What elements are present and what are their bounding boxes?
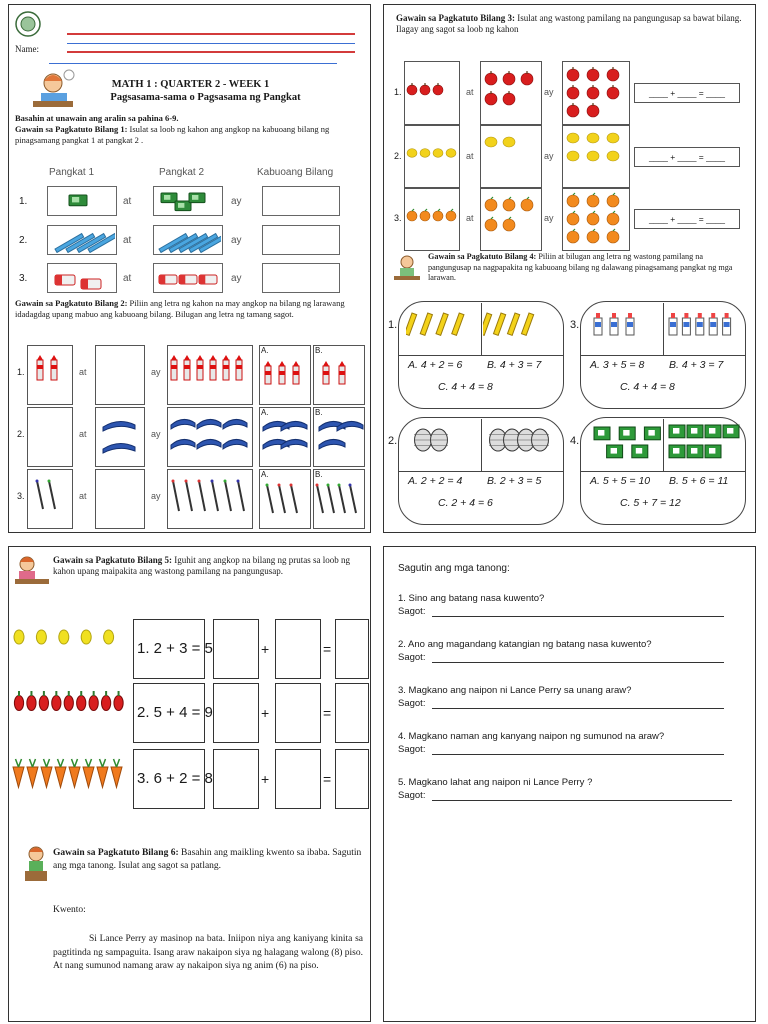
pangkat2-items-icon <box>155 227 221 253</box>
gawain1-row-number: 2. <box>19 235 28 246</box>
read-note: Basahin at unawain ang aralin sa pahina 6-9. <box>15 113 179 123</box>
at-label: at <box>79 429 87 439</box>
group2-items-icon <box>95 349 145 403</box>
fruit-row-icon <box>11 681 129 745</box>
gawain4-instructions <box>428 252 746 284</box>
drawing-box-total[interactable] <box>335 749 369 809</box>
gawain3-row-number: 3. <box>394 213 402 223</box>
name-line-blue-2 <box>49 63 337 64</box>
sagot-label: Sagot: <box>398 744 426 755</box>
gawain2-instruction: Piliin ang letra ng kahon na may angkop na bilang ng larawang idadagdag upang mabuo ang kabuoang bilang. Bilugan ang letra ng tamang sagot. <box>15 298 345 319</box>
gawain2-instructions <box>15 298 367 319</box>
pangkat1-items-icon <box>49 227 115 253</box>
question-text: 5. Magkano lahat ang naipon ni Lance Perry ? <box>398 777 593 788</box>
card-divider <box>580 355 746 356</box>
gawain1-col1: Pangkat 1 <box>49 167 95 178</box>
card-divider <box>580 471 746 472</box>
group1-objects-icon <box>588 305 661 353</box>
equals-sign: = <box>323 771 332 787</box>
at-label: at <box>123 196 132 207</box>
gawain2-row-number: 3. <box>17 491 25 501</box>
worksheet-panel-1 <box>8 4 371 533</box>
gawain4-item-number: 3. <box>570 319 580 331</box>
at-label: at <box>79 367 87 377</box>
choice-b[interactable]: B. 2 + 3 = 5 <box>487 475 542 487</box>
name-line-blue <box>67 43 355 44</box>
option-b-label: B. <box>315 408 323 417</box>
equation-box: 1. 2 + 3 = 5 <box>133 619 205 679</box>
option-a-items-icon <box>259 479 311 527</box>
question-text: 3. Magkano ang naipon ni Lance Perry sa unang araw? <box>398 685 632 696</box>
number-sentence-answer-box[interactable]: ____ + ____ = ____ <box>634 83 740 103</box>
gawain1-heading: Gawain sa Pagkatuto Bilang 1: <box>15 124 128 134</box>
number-sentence-answer-box[interactable]: ____ + ____ = ____ <box>634 147 740 167</box>
worksheet-panel-2 <box>383 4 756 533</box>
plus-sign: + <box>261 641 270 657</box>
option-a-label: A. <box>261 346 269 355</box>
worksheet-panel-3 <box>8 546 371 1022</box>
gawain6-heading: Gawain sa Pagkatuto Bilang 6: <box>53 848 179 858</box>
name-line-red <box>67 33 355 35</box>
option-a-items-icon <box>259 355 311 403</box>
choice-b[interactable]: B. 4 + 3 = 7 <box>669 359 724 371</box>
choice-a[interactable]: A. 4 + 2 = 6 <box>408 359 463 371</box>
group2-objects-icon <box>483 305 558 353</box>
story-text: Si Lance Perry ay masinop na bata. Iniipon niya ang kaniyang kinita sa pagtitinda ng sampaguita. Isang araw nakaipon siya ng halagang walong (8) piso. At nang sumunod namang araw ay nakaipon siya ng anim (6) na piso. <box>53 934 363 971</box>
group2-items-icon <box>95 473 145 527</box>
gawain3-instructions <box>396 13 746 34</box>
answer-line[interactable] <box>432 662 724 663</box>
pangkat2-items-icon <box>155 265 221 291</box>
equals-sign: = <box>323 641 332 657</box>
gawain4-item-number: 1. <box>388 319 398 331</box>
answer-line[interactable] <box>432 616 724 617</box>
card-divider <box>398 471 564 472</box>
gawain1-instructions <box>15 124 365 145</box>
choice-c[interactable]: C. 2 + 4 = 6 <box>438 497 493 509</box>
kabuoang-bilang-answer-box[interactable] <box>262 263 340 293</box>
card-divider <box>663 303 664 355</box>
choice-b[interactable]: B. 5 + 6 = 11 <box>669 475 729 487</box>
gawain5-instructions <box>53 555 365 577</box>
card-divider <box>663 419 664 471</box>
card-divider <box>481 303 482 355</box>
gawain6-instructions <box>53 847 363 872</box>
fruit-row-icon <box>11 747 129 811</box>
ay-label: ay <box>231 273 242 284</box>
gawain1-row-number: 1. <box>19 196 28 207</box>
drawing-box-first[interactable] <box>213 683 259 743</box>
choice-a[interactable]: A. 2 + 2 = 4 <box>408 475 463 487</box>
number-sentence-answer-box[interactable]: ____ + ____ = ____ <box>634 209 740 229</box>
equation-box: 2. 5 + 4 = 9 <box>133 683 205 743</box>
gawain3-heading: Gawain sa Pagkatuto Bilang 3: <box>396 13 516 23</box>
equals-sign: = <box>323 705 332 721</box>
at-label: at <box>466 213 474 223</box>
choice-b[interactable]: B. 4 + 3 = 7 <box>487 359 542 371</box>
drawing-box-total[interactable] <box>335 619 369 679</box>
gawain5-heading: Gawain sa Pagkatuto Bilang 5: <box>53 555 173 565</box>
answer-line[interactable] <box>432 800 732 801</box>
choice-c[interactable]: C. 5 + 7 = 12 <box>620 497 681 509</box>
drawing-box-second[interactable] <box>275 749 321 809</box>
gawain2-row-number: 2. <box>17 429 25 439</box>
choice-c[interactable]: C. 4 + 4 = 8 <box>620 381 675 393</box>
name-line-red-2[interactable] <box>67 51 355 53</box>
pangkat2-items-icon <box>155 188 221 214</box>
group1-fruit-icon <box>404 127 460 187</box>
at-label: at <box>123 235 132 246</box>
ay-label: ay <box>544 213 554 223</box>
gawain3-row-number: 1. <box>394 87 402 97</box>
total-fruit-icon <box>562 127 630 187</box>
option-a-items-icon <box>259 417 311 465</box>
gawain1-col3: Kabuoang Bilang <box>257 167 334 178</box>
question-text: 2. Ano ang magandang katangian ng batang nasa kuwento? <box>398 639 652 650</box>
answer-line[interactable] <box>432 708 724 709</box>
gawain4-instruction: Piliin at bilugan ang letra ng wastong pamilang na pangungusap na nagpapakita ng kabuoang bilang ng dalawang pinagsamang pangkat ng mga larawan. <box>428 252 733 282</box>
at-label: at <box>123 273 132 284</box>
page-subtitle: Pagsasama-sama o Pagsasama ng Pangkat <box>110 92 301 103</box>
group2-fruit-icon <box>480 189 542 249</box>
card-divider <box>481 419 482 471</box>
ay-label: ay <box>544 87 554 97</box>
group2-objects-icon <box>483 421 558 469</box>
option-b-label: B. <box>315 346 323 355</box>
choice-a[interactable]: A. 5 + 5 = 10 <box>590 475 651 487</box>
gawain2-heading: Gawain sa Pagkatuto Bilang 2: <box>15 298 128 308</box>
group1-objects-icon <box>406 305 479 353</box>
drawing-box-first[interactable] <box>213 749 259 809</box>
total-fruit-icon <box>562 63 630 123</box>
group1-objects-icon <box>588 421 661 469</box>
drawing-box-second[interactable] <box>275 683 321 743</box>
kwento-label: Kwento: <box>53 905 86 915</box>
plus-sign: + <box>261 705 270 721</box>
gawain6-instruction: Basahin ang maikling kwento sa ibaba. Sagutin ang mga tanong. Isulat ang sagot sa patlang. <box>53 848 362 871</box>
total-items-icon <box>167 473 253 527</box>
total-items-icon <box>167 349 253 403</box>
child-at-desk-icon <box>392 253 422 285</box>
total-fruit-icon <box>562 189 630 249</box>
gawain1-col2: Pangkat 2 <box>159 167 205 178</box>
equation-box: 3. 6 + 2 = 8 <box>133 749 205 809</box>
kabuoang-bilang-answer-box[interactable] <box>262 186 340 216</box>
page-title: MATH 1 : QUARTER 2 - WEEK 1 <box>111 79 270 90</box>
drawing-box-total[interactable] <box>335 683 369 743</box>
pangkat1-items-icon <box>49 265 115 291</box>
group2-fruit-icon <box>480 127 542 187</box>
gawain4-item-number: 4. <box>570 435 580 447</box>
drawing-box-second[interactable] <box>275 619 321 679</box>
option-b-items-icon <box>313 417 365 465</box>
ay-label: ay <box>151 429 161 439</box>
group2-objects-icon <box>665 421 740 469</box>
gawain4-heading: Gawain sa Pagkatuto Bilang 4: <box>428 252 537 261</box>
worksheet-panel-4 <box>383 546 756 1022</box>
kabuoang-bilang-answer-box[interactable] <box>262 225 340 255</box>
child-writing-icon <box>13 553 51 589</box>
group2-objects-icon <box>665 305 740 353</box>
group1-items-icon <box>27 349 73 403</box>
total-items-icon <box>167 411 253 465</box>
group1-fruit-icon <box>404 189 460 249</box>
sagot-label: Sagot: <box>398 606 426 617</box>
choice-c[interactable]: C. 4 + 4 = 8 <box>438 381 493 393</box>
name-label: Name: <box>15 44 39 54</box>
school-seal-icon <box>15 11 41 37</box>
questions-heading: Sagutin ang mga tanong: <box>398 563 510 574</box>
gawain1-row-number: 3. <box>19 273 28 284</box>
ay-label: ay <box>544 151 554 161</box>
ay-label: ay <box>231 235 242 246</box>
at-label: at <box>466 151 474 161</box>
option-a-label: A. <box>261 408 269 417</box>
sagot-label: Sagot: <box>398 652 426 663</box>
at-label: at <box>466 87 474 97</box>
answer-line[interactable] <box>432 754 724 755</box>
choice-a[interactable]: A. 3 + 5 = 8 <box>590 359 645 371</box>
question-text: 1. Sino ang batang nasa kuwento? <box>398 593 545 604</box>
group1-items-icon <box>27 411 73 465</box>
option-b-items-icon <box>313 479 365 527</box>
gawain3-row-number: 2. <box>394 151 402 161</box>
option-b-items-icon <box>313 355 365 403</box>
card-divider <box>398 355 564 356</box>
option-b-label: B. <box>315 470 323 479</box>
sagot-label: Sagot: <box>398 698 426 709</box>
gawain3-instruction: Isulat ang wastong pamilang na pangungusap sa bawat bilang. Ilagay ang sagot sa loob ng kahon <box>396 13 742 34</box>
ay-label: ay <box>151 367 161 377</box>
group1-objects-icon <box>406 421 479 469</box>
gawain2-row-number: 1. <box>17 367 25 377</box>
group1-items-icon <box>27 473 73 527</box>
ay-label: ay <box>151 491 161 501</box>
ay-label: ay <box>231 196 242 207</box>
plus-sign: + <box>261 771 270 787</box>
pangkat1-items-icon <box>49 188 115 214</box>
group2-fruit-icon <box>480 63 542 123</box>
gawain1-instruction: Isulat sa loob ng kahon ang angkop na kabuoang bilang ng pinagsamang pangkat 1 at pangkat 2 . <box>15 124 330 145</box>
at-label: at <box>79 491 87 501</box>
fruit-row-icon <box>11 617 129 681</box>
question-text: 4. Magkano naman ang kanyang naipon ng sumunod na araw? <box>398 731 665 742</box>
group2-items-icon <box>95 411 145 465</box>
sagot-label: Sagot: <box>398 790 426 801</box>
gawain5-instruction: Iguhit ang angkop na bilang ng prutas sa loob ng kahon upang maipakita ang wastong pamilang na pangungusap. <box>53 555 351 576</box>
gawain4-item-number: 2. <box>388 435 398 447</box>
group1-fruit-icon <box>404 63 460 123</box>
child-reading-icon <box>21 845 51 885</box>
option-a-label: A. <box>261 470 269 479</box>
drawing-box-first[interactable] <box>213 619 259 679</box>
